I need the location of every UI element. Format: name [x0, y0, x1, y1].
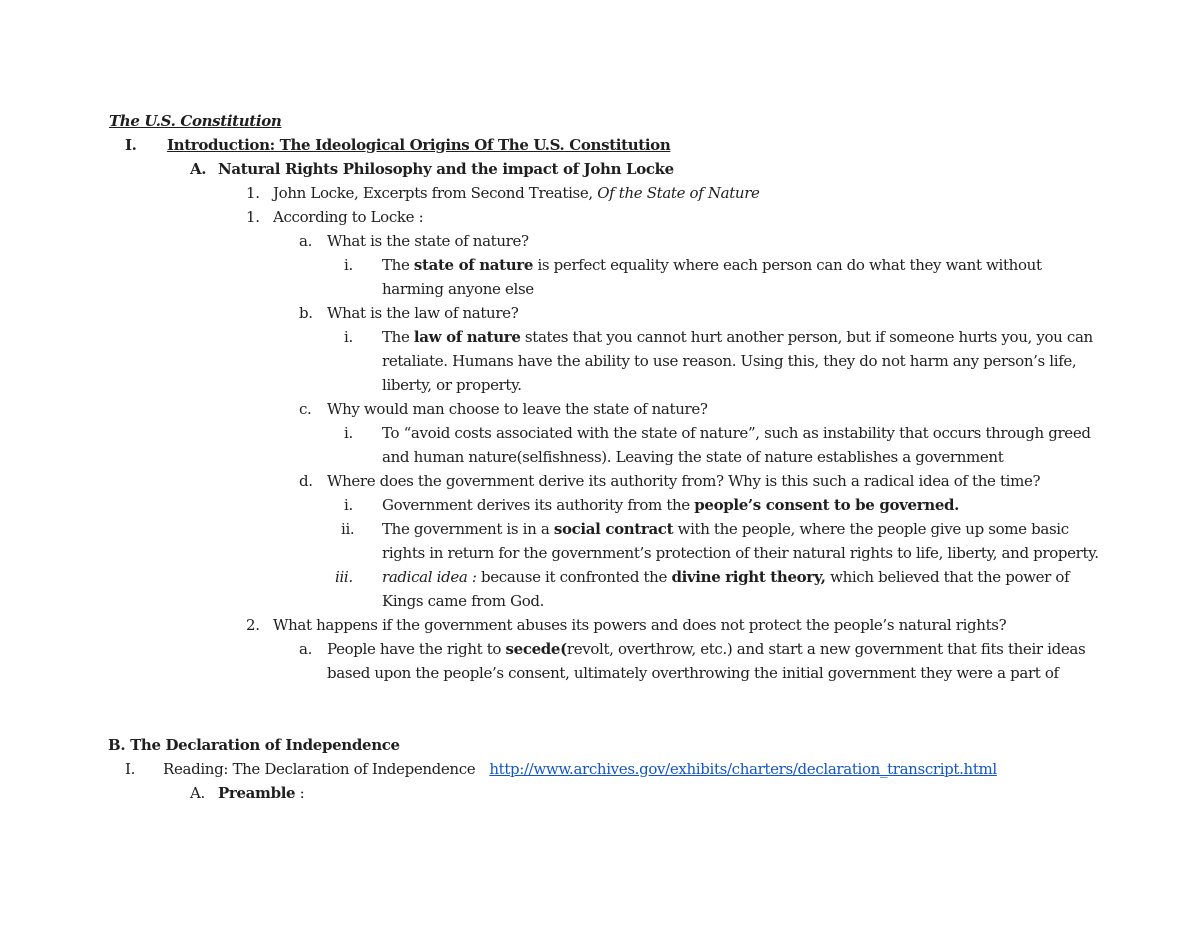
- answer-pre: The: [382, 256, 414, 274]
- answer-text: [382, 565, 1069, 589]
- answer-text: To “avoid costs associated with the state of nature”, such as instability that occurs through greed: [382, 424, 1091, 442]
- item-number: 2.: [246, 616, 260, 634]
- answer-bold: secede(: [505, 640, 567, 658]
- answer-continuation: liberty, or property.: [382, 376, 522, 394]
- preamble-heading: Preamble: [218, 784, 296, 802]
- answer-post: revolt, overthrow, etc.) and start a new government that fits their ideas: [566, 640, 1086, 658]
- preamble-label: A.: [190, 784, 205, 802]
- answer-post: is perfect equality where each person can do what they want without: [533, 256, 1042, 274]
- section-numeral: I.: [125, 136, 137, 154]
- list-item: According to Locke :: [273, 208, 424, 226]
- answer-pre: Government derives its authority from the: [382, 496, 695, 514]
- question-label: c.: [299, 400, 312, 418]
- question-text: Why would man choose to leave the state of nature?: [327, 400, 708, 418]
- answer-post: which believed that the power of: [825, 568, 1070, 586]
- answer-pre: The government is in a: [382, 520, 554, 538]
- answer-number: i.: [344, 256, 353, 274]
- preamble-colon: :: [295, 784, 305, 802]
- answer-continuation: retaliate. Humans have the ability to use reason. Using this, they do not harm any person’s life,: [382, 352, 1077, 370]
- list-item: What happens if the government abuses its powers and does not protect the people’s natural rights?: [273, 616, 1007, 634]
- answer-number: i.: [344, 424, 353, 442]
- answer-number: i.: [344, 496, 353, 514]
- answer-text: [327, 637, 1085, 661]
- item-italic-title: Of the State of Nature: [597, 184, 760, 202]
- document-title: The U.S. Constitution: [109, 112, 282, 130]
- item-text: John Locke, Excerpts from Second Treatise,: [273, 184, 598, 202]
- answer-pre: The: [382, 328, 414, 346]
- answer-continuation: based upon the people’s consent, ultimately overthrowing the initial government they were a part of: [327, 664, 1059, 682]
- question-label: a.: [299, 232, 313, 250]
- answer-post: with the people, where the people give up some basic: [673, 520, 1069, 538]
- question-label: d.: [299, 472, 313, 490]
- answer-text: [382, 325, 1093, 349]
- answer-mid: because it confronted the: [476, 568, 672, 586]
- item-number: 1.: [246, 184, 260, 202]
- answer-continuation: rights in return for the government’s protection of their natural rights to life, liberty, and property.: [382, 544, 1099, 562]
- answer-continuation: harming anyone else: [382, 280, 534, 298]
- part-a-heading: Natural Rights Philosophy and the impact of John Locke: [218, 160, 674, 178]
- answer-number: iii.: [335, 568, 353, 586]
- answer-bold: people’s consent to be governed.: [694, 496, 960, 514]
- answer-number: ii.: [341, 520, 355, 538]
- section-heading: Introduction: The Ideological Origins Of The U.S. Constitution: [167, 136, 671, 154]
- question-label: a.: [299, 640, 313, 658]
- answer-post: states that you cannot hurt another person, but if someone hurts you, you can: [520, 328, 1093, 346]
- answer-bold: law of nature: [413, 328, 521, 346]
- answer-bold: state of nature: [413, 256, 534, 274]
- item-number: 1.: [246, 208, 260, 226]
- section-numeral: I.: [125, 760, 135, 778]
- answer-continuation: Kings came from God.: [382, 592, 545, 610]
- answer-italic: radical idea :: [382, 568, 477, 586]
- answer-number: i.: [344, 328, 353, 346]
- preamble-line: [218, 781, 304, 805]
- answer-continuation: and human nature(selfishness). Leaving the state of nature establishes a government: [382, 448, 1004, 466]
- answer-text: [382, 493, 959, 517]
- reading-text: Reading: The Declaration of Independence: [163, 760, 476, 778]
- answer-pre: People have the right to: [327, 640, 506, 658]
- question-label: b.: [299, 304, 313, 322]
- reading-line: [163, 757, 997, 781]
- question-text: What is the state of nature?: [327, 232, 529, 250]
- question-text: Where does the government derive its authority from? Why is this such a radical idea of the time?: [327, 472, 1041, 490]
- section-b-heading: B. The Declaration of Independence: [108, 736, 400, 754]
- question-text: What is the law of nature?: [327, 304, 519, 322]
- list-item: [273, 181, 760, 205]
- declaration-link[interactable]: http://www.archives.gov/exhibits/charters/declaration_transcript.html: [489, 760, 997, 778]
- answer-bold: social contract: [553, 520, 674, 538]
- part-a-label: A.: [190, 160, 207, 178]
- answer-bold: divine right theory,: [671, 568, 826, 586]
- answer-text: [382, 253, 1042, 277]
- answer-text: [382, 517, 1069, 541]
